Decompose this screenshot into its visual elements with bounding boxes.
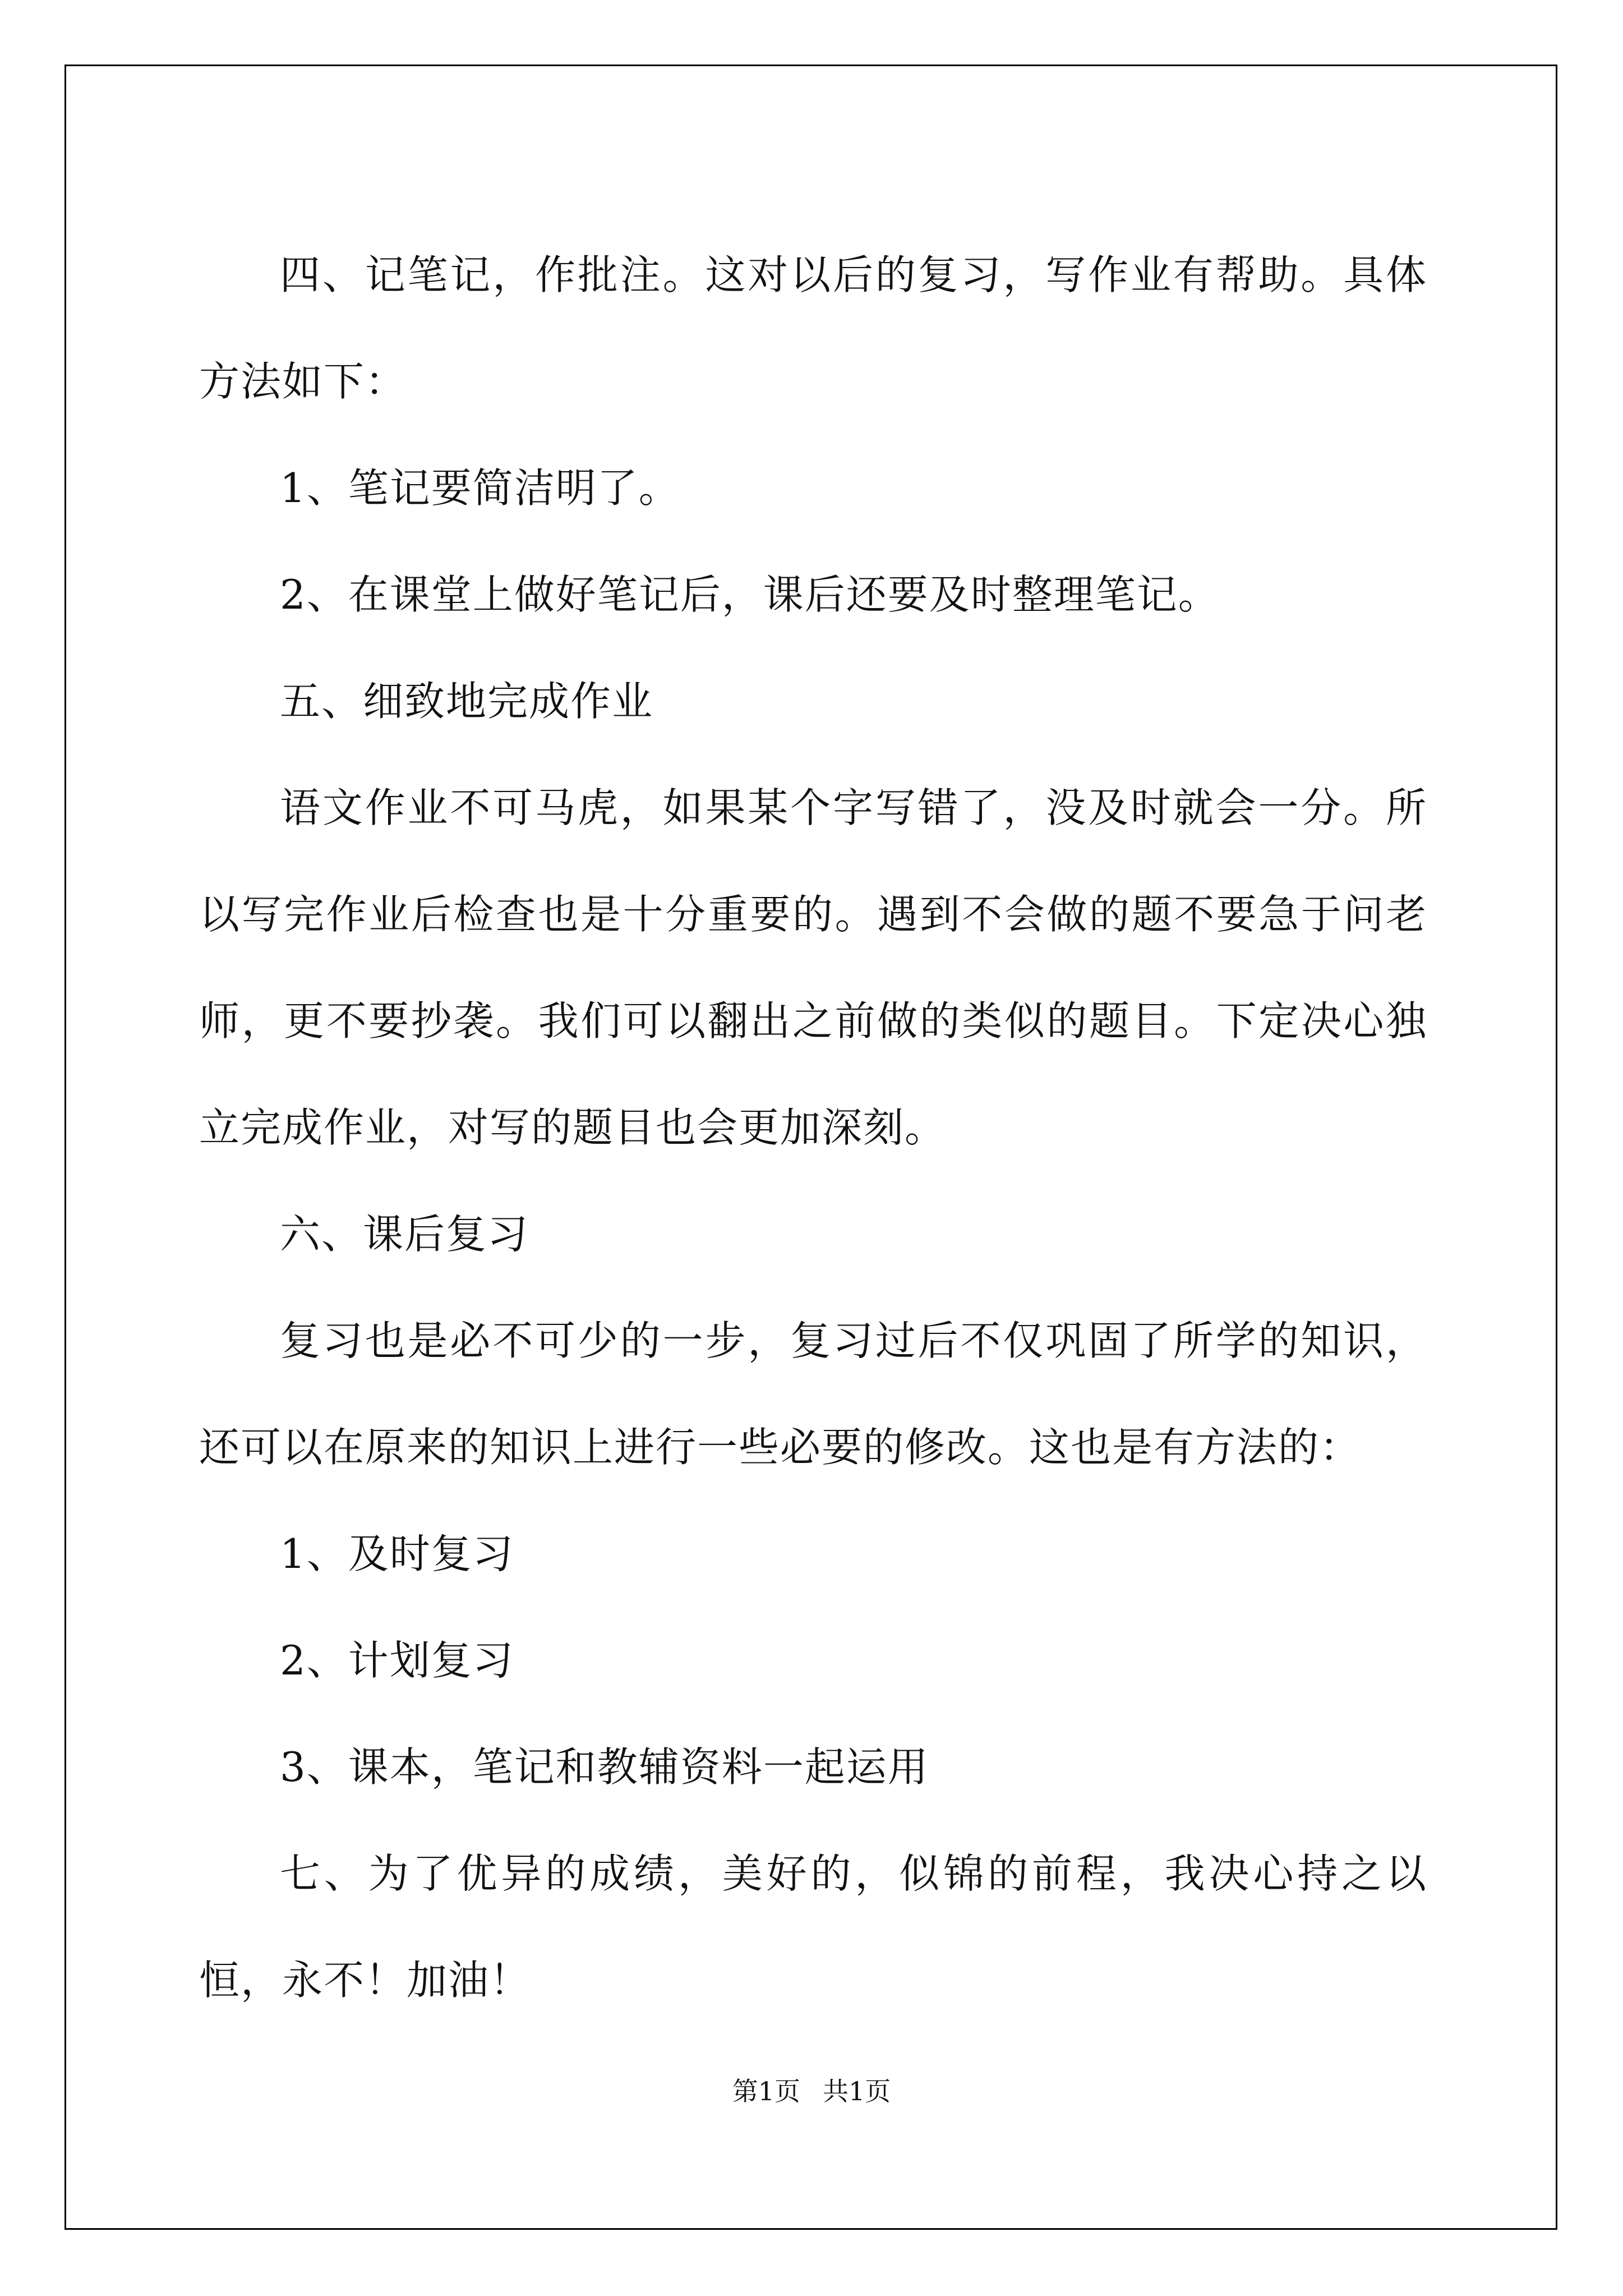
paragraph-review-body: 复习也是必不可少的一步，复习过后不仅巩固了所学的知识，还可以在原来的知识上进行一些必要的修改。这也是有方法的： — [199, 1317, 1427, 1471]
paragraph-review-item-1: 1、及时复习 — [280, 1530, 514, 1577]
paragraph-notes-heading: 四、记笔记，作批注。这对以后的复习，写作业有帮助。具体方法如下： — [199, 251, 1427, 405]
paragraph-review-item-3: 3、课本，笔记和教辅资料一起运用 — [280, 1743, 929, 1791]
paragraph-review-heading: 六、课后复习 — [280, 1211, 529, 1258]
paragraph-notes-item-2: 2、在课堂上做好笔记后，课后还要及时整理笔记。 — [280, 571, 1220, 618]
paragraph-notes-item-1: 1、笔记要简洁明了。 — [280, 464, 680, 512]
paragraph-homework-heading: 五、细致地完成作业 — [280, 678, 654, 725]
paragraph-conclusion: 七、为了优异的成绩，美好的，似锦的前程，我决心持之以恒，永不！加油！ — [199, 1850, 1427, 2004]
paragraph-review-item-2: 2、计划复习 — [280, 1637, 514, 1684]
page-number: 第1页 — [732, 2076, 800, 2106]
paragraph-homework-body: 语文作业不可马虎，如果某个字写错了，没及时就会一分。所以写完作业后检查也是十分重要的。遇到不会做的题不要急于问老师，更不要抄袭。我们可以翻出之前做的类似的题目。下定决心独立完成作业，对写的题目也会更加深刻。 — [199, 784, 1427, 1151]
document-body — [199, 222, 1427, 2033]
page-footer — [0, 2074, 1623, 2108]
page-total: 共1页 — [823, 2076, 891, 2106]
